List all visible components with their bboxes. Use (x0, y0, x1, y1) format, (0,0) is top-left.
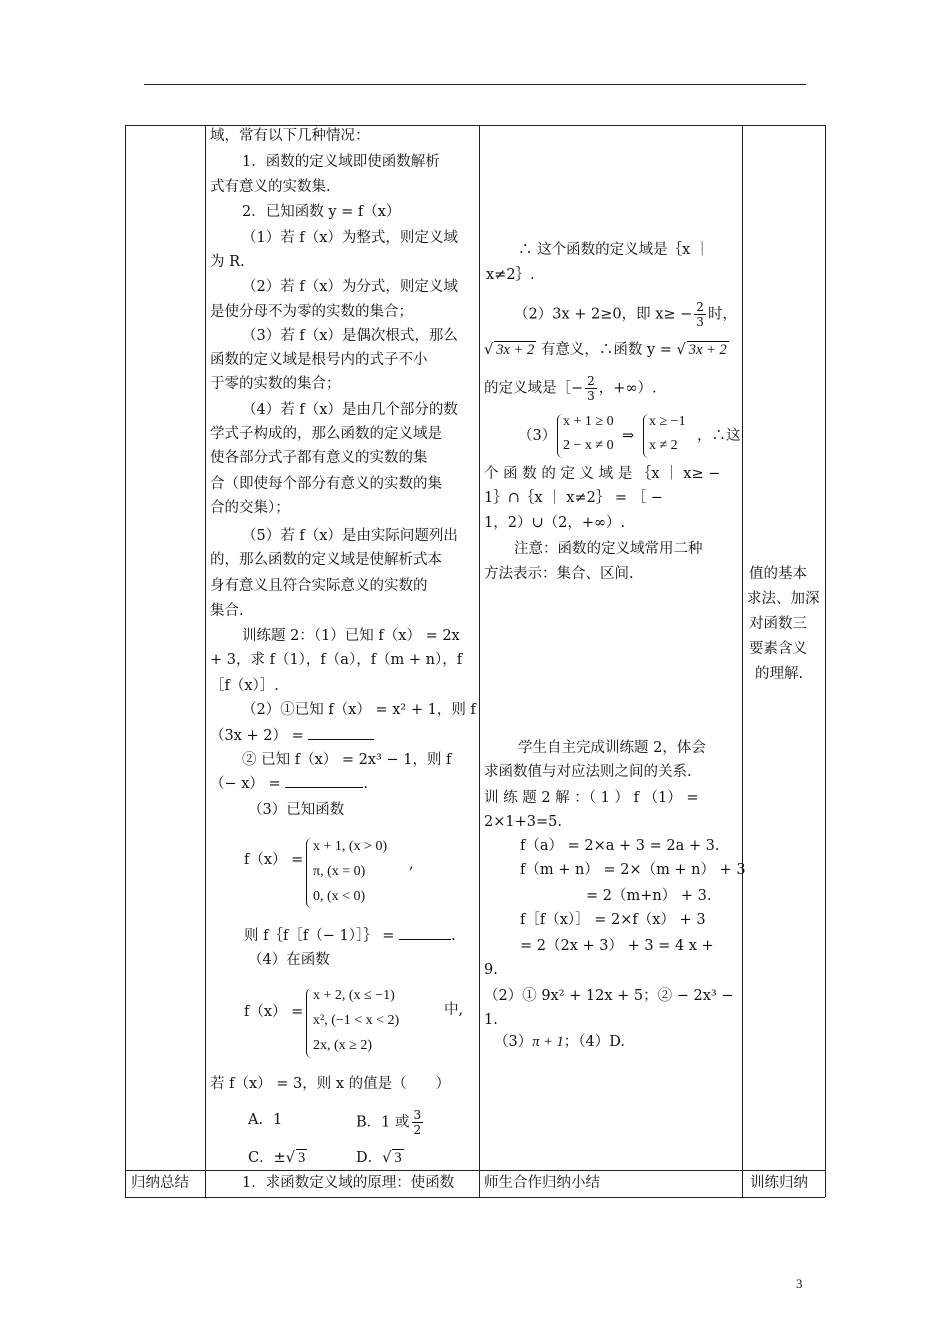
col3-l3b: 时， (707, 306, 737, 323)
col3-s4: 2×1+3=5. (484, 814, 562, 830)
col4-line: 要素含义 (749, 641, 807, 657)
col3-l5-fraction (585, 374, 597, 403)
col4-line: 的理解. (755, 666, 804, 682)
col3-s13b: π + 1 (532, 1034, 564, 1050)
radical-sign: √ (382, 1150, 392, 1166)
col2-ex2g-line: （− x） = . (210, 772, 368, 796)
col2-ex3: （3）已知函数 (248, 802, 345, 818)
col2-c4b: 学式子构成的，那么函数的定义域是 (210, 426, 442, 442)
option-d-radicand: 3 (394, 1150, 402, 1166)
page-number: 3 (796, 1276, 803, 1291)
col3-s2: 求函数值与对应法则之间的关系. (484, 764, 692, 780)
radical-sign: √ (285, 1150, 295, 1166)
col3-s6: f（m + n） = 2×（m + n） + 3 (520, 862, 746, 878)
col3-l4a: 有意义，∴函数 y = (540, 342, 672, 358)
col2-c2a: （2）若 f（x）为分式，则定义域 (242, 279, 458, 295)
col2-ex4: （4）在函数 (248, 952, 330, 968)
piecewise2-suffix: 中, (444, 1002, 464, 1018)
fraction-den: 2 (413, 1123, 422, 1137)
system1-row: x + 1 ≥ 0 (563, 414, 614, 429)
col2-p1a: 1．函数的定义域即使函数解析 (242, 154, 440, 170)
col2-c4d: 合（即使每个部分有意义的实数的集 (210, 476, 442, 492)
system2-row: x ≠ 2 (649, 438, 678, 453)
fraction-num: 2 (696, 300, 704, 314)
col2-ex2b: + 3，求 f（1），f（a），f（m + n），f (210, 652, 463, 668)
col2-ex3-question: 则 f｛f［f（− 1）］｝ = (244, 928, 395, 944)
table-col-divider-2 (479, 125, 480, 1197)
col3-s12: 1. (484, 1012, 498, 1028)
piecewise2-row: x + 2, (x ≤ −1) (313, 988, 395, 1003)
col3-l1: ∴ 这个函数的定义域是｛x ｜ (518, 242, 710, 258)
col2-c5b: 的，那么函数的定义域是使解析式本 (210, 552, 442, 568)
row2-col4-text: 训练归纳 (750, 1175, 808, 1191)
col3-note1: 注意：函数的定义域常用二种 (514, 541, 703, 557)
col2-p2: 2．已知函数 y = f（x） (242, 204, 401, 220)
piecewise2-row: 2x, (x ≥ 2) (313, 1038, 373, 1053)
fraction-num: 2 (587, 374, 595, 388)
fraction-den: 3 (696, 315, 704, 329)
radical-sign: √ (676, 342, 686, 358)
col4-line: 值的基本 (749, 566, 807, 582)
col3-l9: 1，2）∪（2，+∞）. (484, 515, 626, 531)
option-c-radicand: 3 (298, 1150, 306, 1166)
fraction-num: 3 (413, 1108, 422, 1122)
col3-s1: 学生自主完成训练题 2，体会 (518, 740, 706, 756)
col2-c5d: 集合. (210, 603, 244, 619)
col4-line: 求法、加深 (747, 591, 820, 607)
piecewise1-brace (306, 838, 312, 908)
col3-s3: 训 练 题 2 解 ：（ 1 ） f （1） = (484, 790, 699, 806)
radical-sign: √ (484, 342, 494, 358)
col4-line: 对函数三 (749, 616, 807, 632)
col2-intro: 域，常有以下几种情况： (210, 128, 370, 144)
col2-c3c: 于零的实数的集合； (210, 376, 341, 392)
col2-c4c: 使各部分式子都有意义的实数的集 (210, 450, 428, 466)
answer-blank (308, 725, 374, 740)
piecewise2-fx: f（x） = (244, 1004, 304, 1020)
col3-l6-tail: ，∴这 (697, 428, 741, 444)
table-row-divider (125, 1170, 825, 1171)
option-d-label: D． (356, 1150, 383, 1166)
row2-label: 归纳总结 (131, 1175, 189, 1191)
col3-l3-fraction (694, 300, 706, 329)
col2-c5a: （5）若 f（x）是由实际问题列出 (242, 528, 458, 544)
header-rule (144, 84, 806, 85)
col3-l8: 1｝∩｛x ｜ x≠2｝ = ［ − (484, 490, 663, 506)
piecewise2-brace (306, 988, 312, 1058)
col2-ex4-question: 若 f（x） = 3，则 x 的值是（ ） (210, 1076, 451, 1092)
option-a: A．1 (248, 1112, 283, 1128)
col3-s9: = 2（2x + 3） + 3 = 4 x + (520, 938, 714, 954)
col3-l2: x≠2｝. (486, 267, 535, 283)
piecewise1-row: x + 1, (x > 0) (313, 839, 388, 854)
option-c (248, 1146, 307, 1170)
col3-s10: 9. (484, 962, 498, 978)
col3-s8: f［f（x）］ = 2×f（x） + 3 (520, 912, 706, 928)
col3-l4-radicand-2: 3x + 2 (688, 342, 727, 358)
option-b-fraction (412, 1108, 424, 1137)
col2-c4e: 合的交集）； (210, 500, 290, 516)
col3-l5b: ，+∞）. (598, 380, 657, 397)
col3-l4-radicand: 3x + 2 (496, 342, 535, 358)
col2-p1b: 式有意义的实数集. (210, 179, 331, 195)
row2-col2-text: 1．求函数定义域的原理：使函数 (242, 1175, 455, 1191)
col3-s13 (494, 1030, 625, 1054)
piecewise1-fx: f（x） = (244, 852, 304, 868)
col2-ex3-question-line: 则 f｛f［f（− 1）］｝ = . (244, 924, 456, 948)
option-d (356, 1146, 404, 1170)
table-border-right (825, 125, 826, 1197)
col3-s13c: ；（4）D. (563, 1034, 625, 1050)
system2-row: x ≥ −1 (649, 414, 686, 429)
col2-ex2f: ② 已知 f（x） = 2x³ − 1，则 f (242, 752, 452, 768)
col3-l7: 个 函 数 的 定 义 域 是 ｛x ｜ x≥ − (484, 466, 721, 482)
option-b (356, 1108, 425, 1137)
table-border-left (125, 125, 126, 1197)
row2-col3-text: 师生合作归纳小结 (484, 1175, 600, 1191)
table-border-bottom (125, 1197, 825, 1198)
col3-l4 (484, 338, 729, 362)
option-b-label: B．1 或 (356, 1114, 410, 1131)
col2-c5c: 身有意义且符合实际意义的实数的 (210, 578, 428, 594)
col2-ex2e-line (210, 724, 374, 748)
col3-note2: 方法表示：集合、区间. (484, 566, 634, 582)
option-c-label: C．± (248, 1150, 286, 1166)
col3-s5: f（a） = 2×a + 3 = 2a + 3. (520, 838, 720, 854)
table-col-divider-3 (742, 125, 743, 1197)
col3-l6-lead: （3） (518, 428, 557, 444)
piecewise2-row: x², (−1 < x < 2) (313, 1013, 400, 1028)
col2-c1a: （1）若 f（x）为整式，则定义域 (242, 230, 458, 246)
col2-c2b: 是使分母不为零的实数的集合； (210, 304, 413, 320)
col2-c3b: 函数的定义域是根号内的式子不小 (210, 352, 428, 368)
answer-blank (285, 773, 363, 788)
fraction-den: 3 (587, 389, 595, 403)
col2-ex2a: 训练题 2：（1）已知 f（x） = 2x (242, 628, 460, 644)
col3-l3 (514, 300, 737, 329)
col3-l5 (484, 374, 657, 403)
piecewise1-comma: , (409, 856, 414, 872)
col3-s13a: （3） (494, 1034, 533, 1050)
col2-ex2c: ［f（x）］. (210, 678, 279, 694)
col2-ex2d: （2）①已知 f（x） = x² + 1，则 f (242, 702, 476, 718)
implies-arrow: ⇒ (622, 428, 635, 444)
col3-l5a: 的定义域是［− (484, 380, 584, 397)
piecewise1-row: π, (x = 0) (313, 864, 366, 879)
col2-c4a: （4）若 f（x）是由几个部分的数 (242, 402, 458, 418)
col2-ex2e: （3x + 2） = (210, 728, 304, 744)
col2-c3a: （3）若 f（x）是偶次根式，那么 (242, 328, 458, 344)
system1-row: 2 − x ≠ 0 (563, 438, 614, 453)
col2-ex2g: （− x） = (210, 776, 281, 792)
piecewise1-row: 0, (x < 0) (313, 889, 366, 904)
col3-s7: = 2（m+n） + 3. (586, 888, 712, 904)
table-col-divider-1 (205, 125, 206, 1197)
col2-c1b: 为 R. (210, 254, 245, 270)
col3-s11: （2）① 9x² + 12x + 5；② − 2x³ − (484, 988, 734, 1004)
col3-l3a: （2）3x + 2≥0，即 x≥ − (514, 306, 693, 323)
answer-blank (399, 925, 451, 940)
